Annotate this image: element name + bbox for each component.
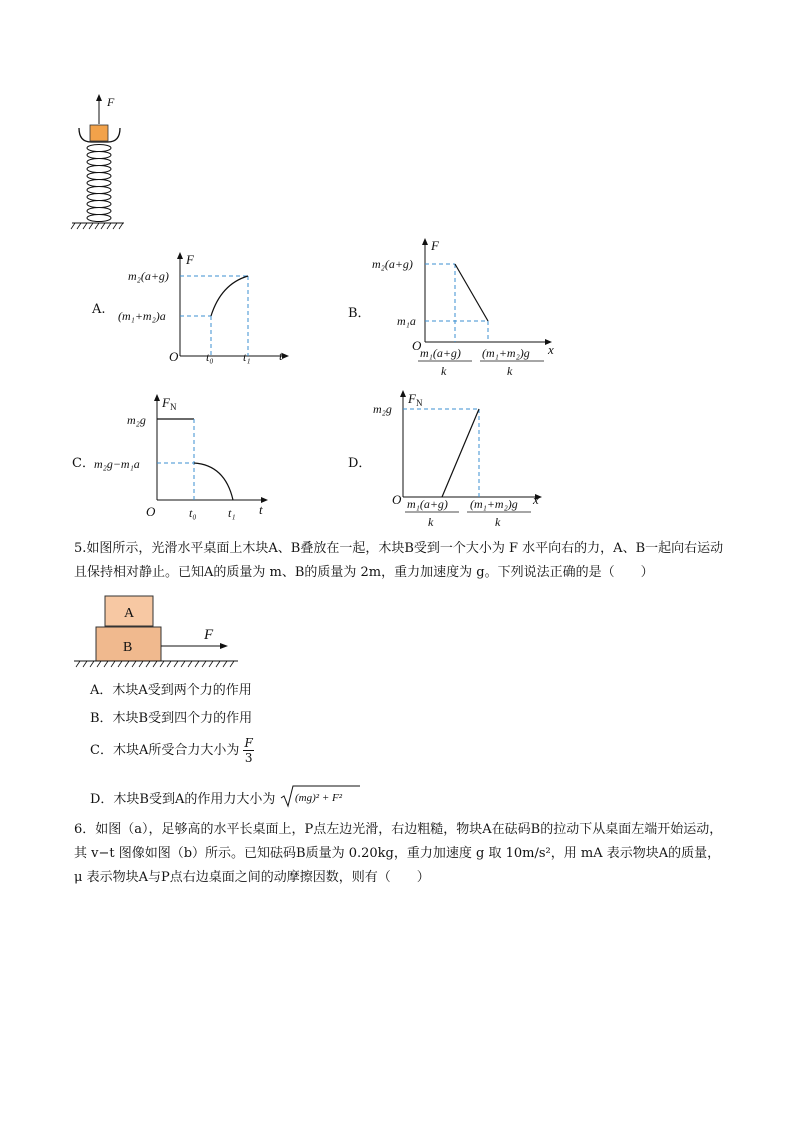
graph-c-y-mid: m₂g−m₁a — [94, 457, 140, 471]
block-a-label: A — [124, 606, 135, 621]
graph-d-axis-y-sub: N — [415, 398, 423, 408]
q5-option-d-sqrt — [280, 784, 362, 815]
q5-option-d[interactable] — [90, 784, 362, 815]
q5-option-c-fraction — [243, 736, 253, 765]
question-5-text: 5.如图所示，光滑水平桌面上木块A、B叠放在一起，木块B受到一个大小为 F 水平向右的力，A、B一起向右运动且保持相对静止。已知A的质量为 m、B的质量为 2m，重力加速度为 g。下列说法正确的是（ ） — [74, 541, 724, 580]
graph-c-axis-y-main: F — [162, 395, 170, 410]
q5-option-b[interactable]: B．木块B受到四个力的作用 — [90, 711, 253, 726]
graph-c-origin: O — [146, 504, 156, 519]
option-b-label[interactable]: B． — [348, 306, 371, 321]
q5-option-a[interactable]: A．木块A受到两个力的作用 — [90, 683, 252, 698]
graph-d-x1-num: m₁(a+g) — [407, 497, 448, 511]
force-f-label: F — [204, 627, 214, 643]
graph-a-axis-x: t — [279, 348, 283, 363]
graph-d-axis-y — [407, 391, 423, 408]
graph-c-x-t0: t₀ — [189, 506, 197, 520]
ground-hatch — [71, 223, 123, 229]
q5-option-c-den: 3 — [244, 751, 253, 765]
graph-option-c — [92, 390, 282, 520]
graph-b-axis-x: x — [548, 342, 554, 357]
graph-a-origin: O — [169, 349, 179, 364]
graph-a-axis-y: F — [186, 252, 194, 267]
graph-b-origin: O — [412, 338, 422, 353]
q5-option-c[interactable] — [90, 736, 254, 765]
graph-c-x-t1: t₁ — [228, 506, 236, 520]
graph-a-y-top: m₂(a+g) — [128, 269, 169, 283]
graph-option-a — [115, 248, 300, 368]
graph-c-axis-y — [161, 395, 177, 412]
spring-figure — [66, 92, 136, 232]
force-arrowhead — [96, 94, 102, 101]
graph-d-x2-num: (m₁+m₂)g — [470, 497, 518, 511]
graph-d-y-top: m₂g — [373, 402, 392, 416]
graph-b-x2-den: k — [507, 364, 513, 378]
graph-a-x-t0: t₀ — [206, 350, 214, 364]
graph-a-y-mid: (m₁+m₂)a — [118, 309, 166, 323]
q5-option-d-expr: (mg)² + F² — [294, 792, 342, 804]
q5-option-c-num: F — [244, 736, 253, 750]
graph-c-axis-x: t — [259, 502, 263, 517]
mass-block — [90, 125, 108, 141]
graph-d-line — [442, 409, 479, 497]
graph-b-y-top: m₂(a+g) — [372, 257, 413, 271]
graph-a-curve — [211, 276, 248, 316]
graph-d-x2-den: k — [495, 515, 501, 529]
graph-c-curve — [194, 463, 233, 500]
spring-force-label: F — [107, 95, 115, 109]
graph-d-x1-den: k — [428, 515, 434, 529]
graph-a-x-t1: t₁ — [243, 350, 251, 364]
graph-b-x1-den: k — [441, 364, 447, 378]
spring-coils — [87, 145, 111, 222]
q5-option-c-text: C．木块A所受合力大小为 — [90, 743, 240, 758]
graph-b-line — [455, 264, 488, 321]
graph-d-axis-y-main: F — [408, 391, 416, 406]
graph-b-y-mid: m₁a — [397, 314, 416, 328]
graph-c-y-top: m₂g — [127, 413, 146, 427]
option-d-label[interactable]: D． — [348, 456, 372, 471]
q5-option-d-text: D．木块B受到A的作用力大小为 — [90, 792, 276, 807]
sqrt-sign-icon — [280, 784, 362, 808]
question-6-text: 6．如图（a），足够高的水平长桌面上，P点左边光滑，右边粗糙，物块A在砝码B的拉动下从桌面左端开始运动，其 v−t 图像如图（b）所示。已知砝码B质量为 0.20kg，重力加速度 g 取 10m/s²，用 mA 表示物块A的质量，μ 表示物块A与P点右边桌面之间的动摩擦因数，则有（ ） — [74, 822, 723, 885]
graph-d-axis-x: x — [533, 492, 539, 507]
graph-b-axis-y: F — [431, 238, 439, 253]
block-b-label: B — [123, 640, 133, 655]
graph-option-b — [368, 234, 568, 382]
graph-b-x2-num: (m₁+m₂)g — [482, 346, 530, 360]
option-a-label[interactable]: A. — [92, 302, 106, 317]
graph-d-origin: O — [392, 492, 402, 507]
graph-option-d — [370, 386, 566, 534]
graph-c-axis-y-sub: N — [169, 402, 177, 412]
table-hatch — [76, 661, 234, 667]
blocks-figure — [72, 594, 242, 670]
option-c-label[interactable]: C． — [72, 456, 95, 471]
graph-b-x1-num: m₁(a+g) — [420, 346, 461, 360]
